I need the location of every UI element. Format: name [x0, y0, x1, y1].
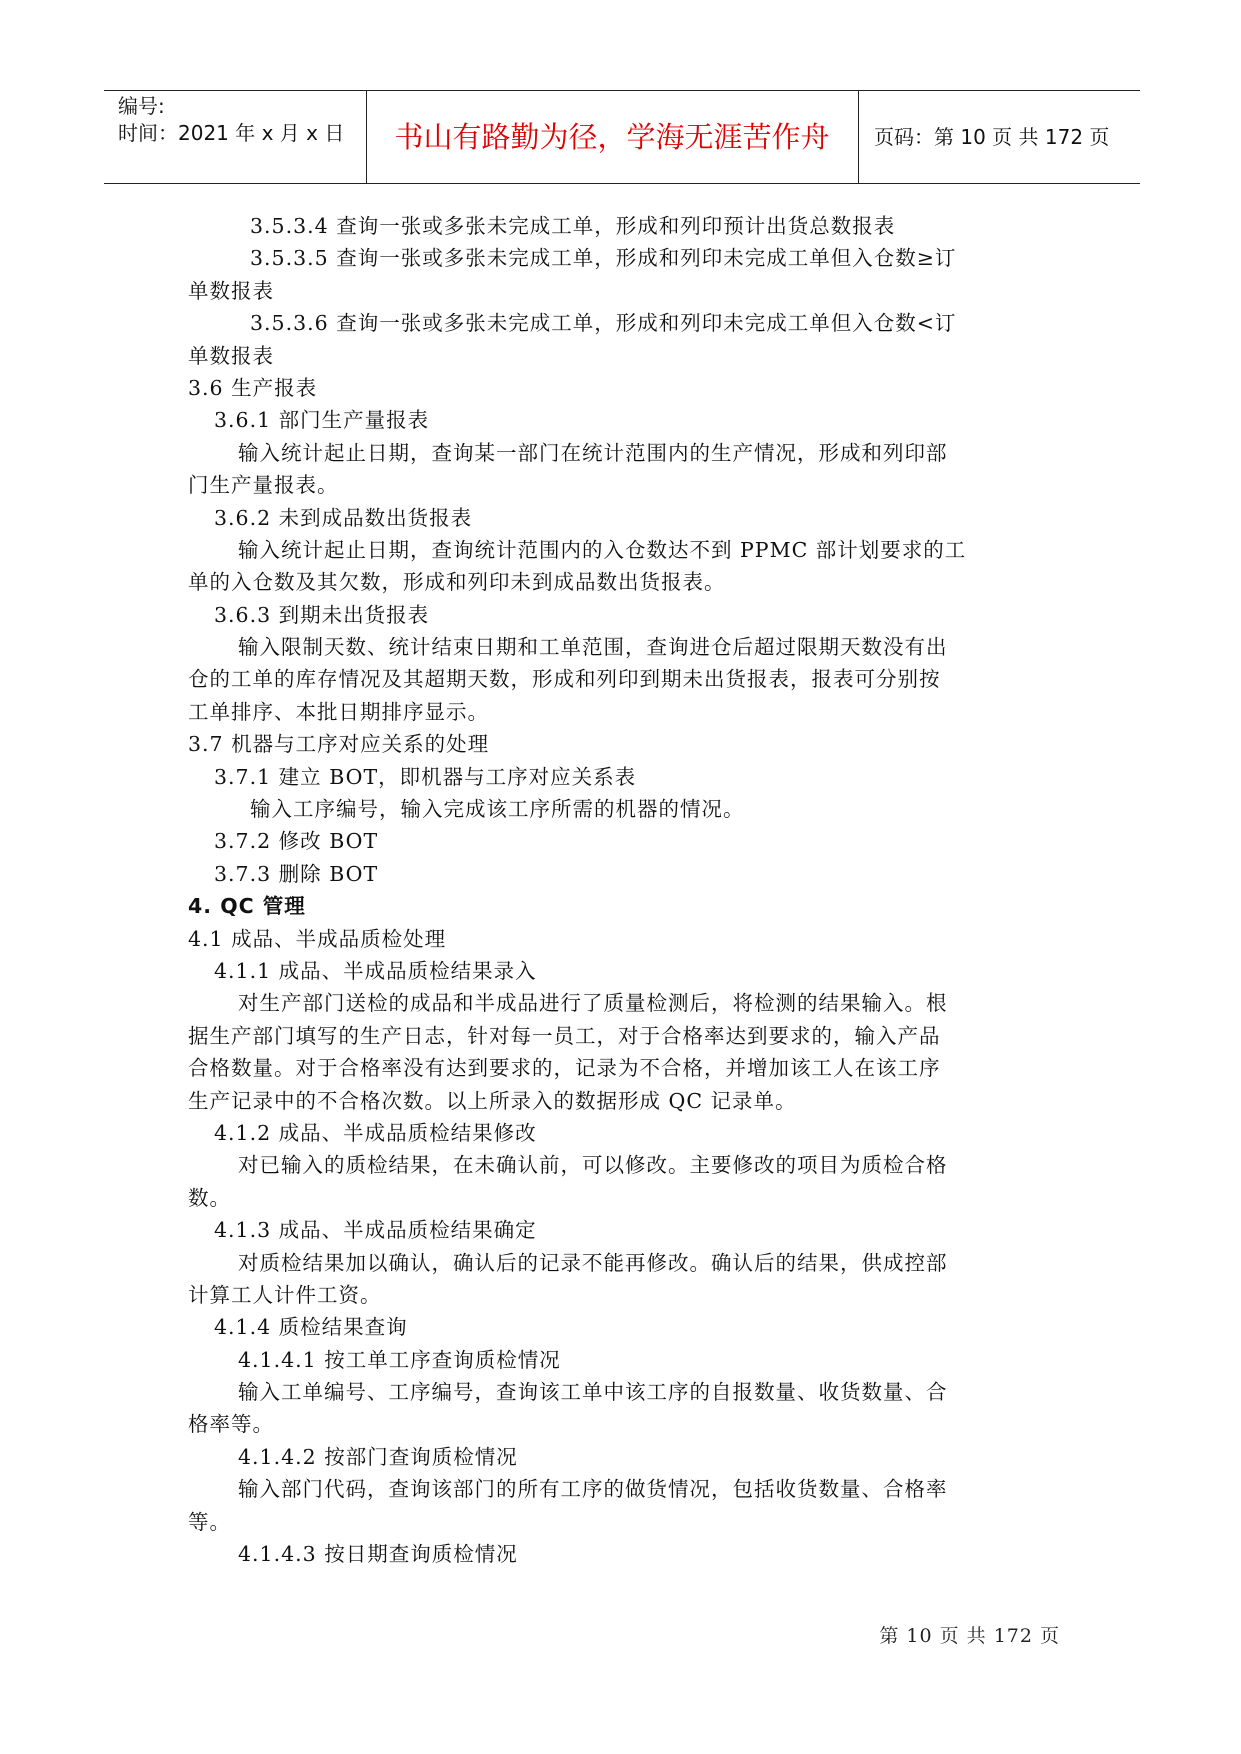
text-line: 对质检结果加以确认，确认后的记录不能再修改。确认后的结果，供成控部	[238, 1250, 948, 1275]
text-line: 输入统计起止日期，查询统计范围内的入仓数达不到 PPMC 部计划要求的工	[238, 537, 967, 562]
text-line: 3.6.2 未到成品数出货报表	[214, 505, 473, 530]
text-line: 4.1.4.3 按日期查询质检情况	[238, 1542, 518, 1567]
text-line: 对生产部门送检的成品和半成品进行了质量检测后，将检测的结果输入。根	[238, 991, 948, 1016]
text-line: 3.7.3 删除 BOT	[214, 861, 379, 886]
text-line: 4.1.4 质检结果查询	[214, 1315, 408, 1340]
text-line: 4.1.1 成品、半成品质检结果录入	[214, 958, 537, 983]
text-line: 3.7 机器与工序对应关系的处理	[188, 732, 490, 757]
text-line: 对已输入的质检结果，在未确认前，可以修改。主要修改的项目为质检合格	[238, 1153, 948, 1178]
text-line: 4.1 成品、半成品质检处理	[188, 926, 447, 951]
text-line: 3.5.3.5 查询一张或多张未完成工单，形成和列印未完成工单但入仓数≥订	[250, 246, 957, 271]
text-line: 单的入仓数及其欠数，形成和列印未到成品数出货报表。	[188, 570, 726, 595]
text-line: 门生产量报表。	[188, 473, 339, 498]
text-line: 输入限制天数、统计结束日期和工单范围，查询进仓后超过限期天数没有出	[238, 635, 948, 660]
text-line: 单数报表	[188, 278, 274, 303]
header-time-label: 时间：2021 年 x 月 x 日	[118, 121, 345, 145]
text-line: 4.1.3 成品、半成品质检结果确定	[214, 1218, 537, 1243]
text-line: 计算工人计件工资。	[188, 1282, 382, 1307]
text-line: 据生产部门填写的生产日志，针对每一员工，对于合格率达到要求的，输入产品	[188, 1023, 941, 1048]
text-line: 3.6.3 到期未出货报表	[214, 602, 430, 627]
page-footer: 第 10 页 共 172 页	[879, 1625, 1060, 1647]
text-line: 合格数量。对于合格率没有达到要求的，记录为不合格，并增加该工人在该工序	[188, 1056, 941, 1081]
header-page-label: 页码：第 10 页 共 172 页	[874, 125, 1110, 149]
text-line: 4.1.4.2 按部门查询质检情况	[238, 1444, 518, 1469]
text-line: 单数报表	[188, 343, 274, 368]
header-divider	[858, 91, 859, 183]
text-line: 3.6 生产报表	[188, 375, 318, 400]
text-line: 3.5.3.4 查询一张或多张未完成工单，形成和列印预计出货总数报表	[250, 214, 896, 238]
text-line: 输入统计起止日期，查询某一部门在统计范围内的生产情况，形成和列印部	[238, 440, 948, 465]
text-line: 3.7.2 修改 BOT	[214, 829, 379, 854]
text-line: 4.1.2 成品、半成品质检结果修改	[214, 1120, 537, 1145]
header-motto: 书山有路勤为径，学海无涯苦作舟	[394, 120, 830, 154]
text-line: 仓的工单的库存情况及其超期天数，形成和列印到期未出货报表，报表可分别按	[188, 667, 941, 692]
section-heading: 4. QC 管理	[188, 894, 306, 919]
text-line: 输入部门代码，查询该部门的所有工序的做货情况，包括收货数量、合格率	[238, 1477, 948, 1502]
text-line: 输入工单编号、工序编号，查询该工单中该工序的自报数量、收货数量、合	[238, 1380, 948, 1405]
text-line: 数。	[188, 1185, 231, 1210]
text-line: 等。	[188, 1509, 231, 1534]
page-header	[104, 90, 1140, 184]
text-line: 格率等。	[188, 1412, 274, 1437]
text-line: 输入工序编号，输入完成该工序所需的机器的情况。	[250, 797, 745, 822]
text-line: 生产记录中的不合格次数。以上所录入的数据形成 QC 记录单。	[188, 1088, 797, 1113]
text-line: 工单排序、本批日期排序显示。	[188, 699, 489, 724]
document-body	[188, 210, 1058, 1570]
text-line: 4.1.4.1 按工单工序查询质检情况	[238, 1347, 561, 1372]
header-code-label: 编号:	[118, 94, 165, 118]
text-line: 3.6.1 部门生产量报表	[214, 408, 430, 433]
text-line: 3.5.3.6 查询一张或多张未完成工单，形成和列印未完成工单但入仓数<订	[250, 311, 957, 336]
text-line: 3.7.1 建立 BOT，即机器与工序对应关系表	[214, 764, 637, 789]
